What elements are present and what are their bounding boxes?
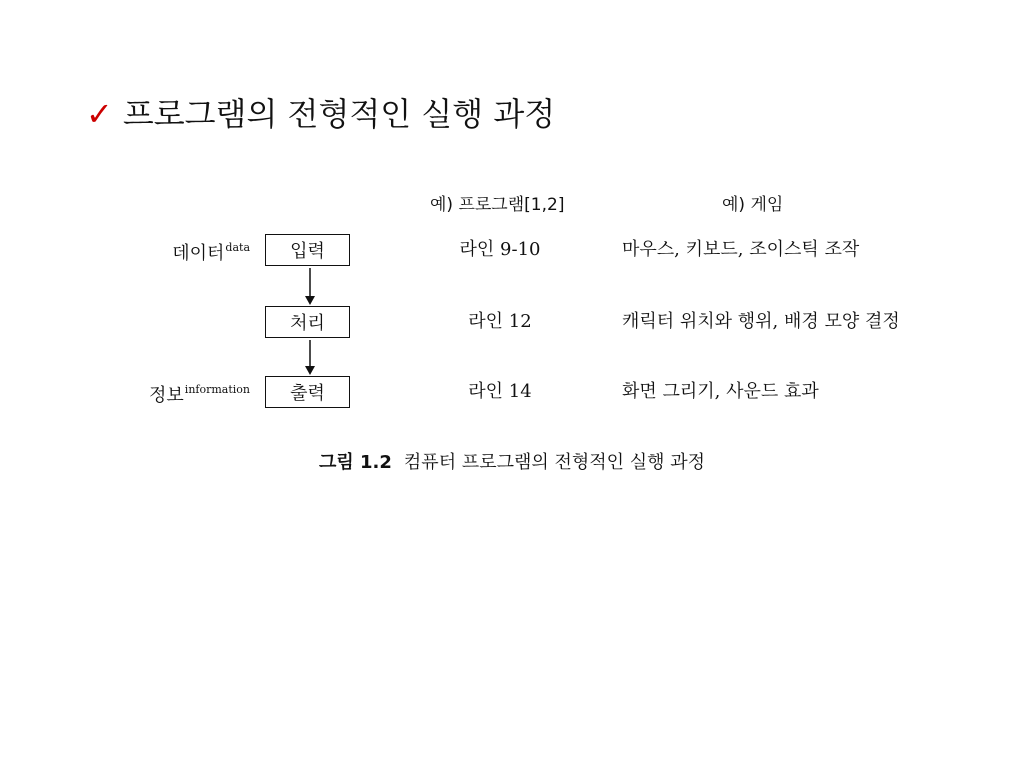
step-box-process: 처리 bbox=[265, 306, 350, 338]
data-label-sup: data bbox=[225, 241, 250, 254]
program-line-input: 라인 9-10 bbox=[459, 239, 541, 260]
game-example-output: 화면 그리기, 사운드 효과 bbox=[622, 381, 819, 402]
program-line-process: 라인 12 bbox=[468, 311, 532, 332]
data-label bbox=[150, 236, 250, 266]
info-label bbox=[110, 378, 250, 408]
info-label-sup: information bbox=[184, 383, 250, 396]
slide-title bbox=[86, 92, 555, 136]
header-program: 예) 프로그램[1,2] bbox=[430, 195, 565, 215]
figure-caption bbox=[0, 450, 1024, 476]
step-box-output: 출력 bbox=[265, 376, 350, 408]
slide-title-text: 프로그램의 전형적인 실행 과정 bbox=[122, 95, 556, 133]
game-example-input: 마우스, 키보드, 조이스틱 조작 bbox=[622, 239, 860, 260]
game-example-process: 캐릭터 위치와 행위, 배경 모양 결정 bbox=[622, 311, 900, 332]
header-game: 예) 게임 bbox=[722, 195, 784, 215]
info-label-main: 정보 bbox=[149, 385, 184, 406]
step-box-input: 입력 bbox=[265, 234, 350, 266]
down-arrow-icon bbox=[302, 338, 318, 376]
figure-number: 그림 1.2 bbox=[318, 452, 392, 473]
program-line-output: 라인 14 bbox=[468, 381, 532, 402]
checkmark-icon: ✓ bbox=[86, 95, 113, 133]
figure-caption-text: 컴퓨터 프로그램의 전형적인 실행 과정 bbox=[403, 452, 706, 473]
down-arrow-icon bbox=[302, 266, 318, 306]
data-label-main: 데이터 bbox=[172, 243, 225, 264]
